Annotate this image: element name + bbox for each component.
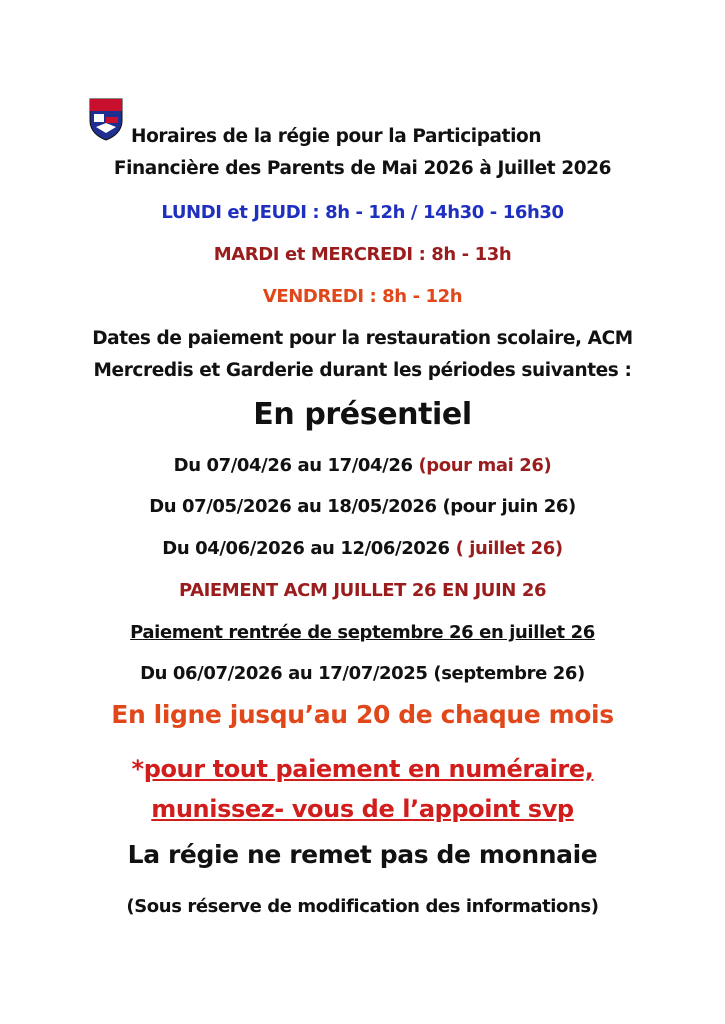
- no-change-notice: La régie ne remet pas de monnaie: [127, 840, 598, 869]
- payment-period-3: [0, 538, 725, 559]
- payment-intro-line2: Mercredis et Garderie durant les périodes suivantes :: [93, 360, 632, 381]
- acm-payment-notice: PAIEMENT ACM JUILLET 26 EN JUIN 26: [178, 580, 547, 601]
- payment-period-1-dates: Du 07/04/26 au 17/04/26: [173, 455, 419, 476]
- payment-intro-line1: Dates de paiement pour la restauration scolaire, ACM: [92, 328, 633, 349]
- payment-period-2: Du 07/05/2026 au 18/05/2026 (pour juin 26): [149, 496, 576, 517]
- cash-notice-text1: pour tout paiement en numéraire,: [143, 755, 594, 783]
- header-title-line2: Financière des Parents de Mai 2026 à Juillet 2026: [113, 158, 612, 179]
- payment-period-3-dates: Du 04/06/2026 au 12/06/2026: [162, 538, 456, 559]
- cash-notice-line2: munissez- vous de l’appoint svp: [151, 795, 574, 823]
- payment-period-1: [0, 455, 725, 476]
- payment-period-1-note: (pour mai 26): [418, 455, 552, 476]
- hours-monday-thursday: LUNDI et JEUDI : 8h - 12h / 14h30 - 16h30: [161, 202, 564, 223]
- payment-period-4: Du 06/07/2026 au 17/07/2025 (septembre 26): [140, 663, 585, 684]
- payment-period-3-note: ( juillet 26): [455, 538, 563, 559]
- coat-of-arms-icon: [88, 97, 124, 141]
- online-payment-notice: En ligne jusqu’au 20 de chaque mois: [111, 700, 614, 729]
- cash-notice-line1: [0, 755, 725, 783]
- cash-notice-asterisk: *: [131, 755, 144, 783]
- in-person-title: En présentiel: [253, 397, 472, 432]
- header-title-line1: Horaires de la régie pour la Participation: [131, 126, 542, 147]
- rentree-payment-notice: Paiement rentrée de septembre 26 en juillet 26: [130, 622, 595, 643]
- hours-tuesday-wednesday: MARDI et MERCREDI : 8h - 13h: [213, 244, 512, 265]
- disclaimer: (Sous réserve de modification des informations): [126, 896, 599, 917]
- hours-friday: VENDREDI : 8h - 12h: [262, 286, 463, 307]
